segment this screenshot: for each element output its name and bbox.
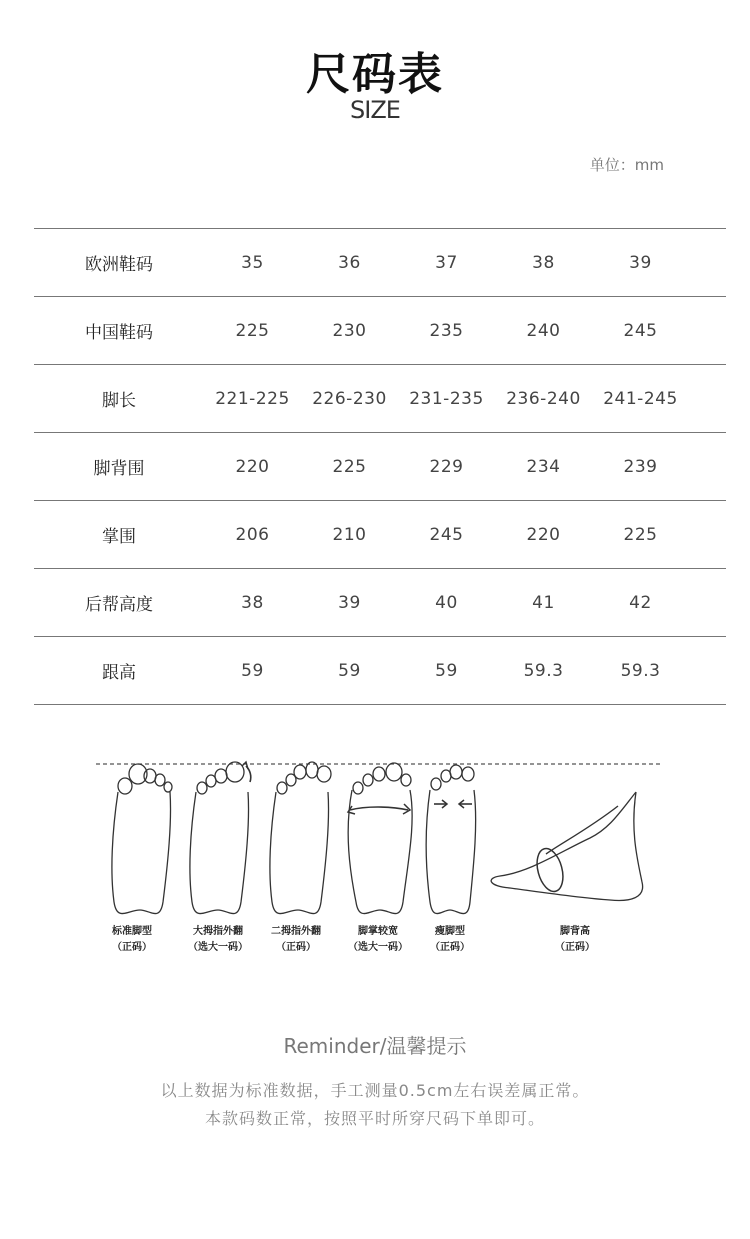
table-row	[34, 229, 726, 297]
row-label: 掌围	[102, 527, 136, 547]
table-cell: 220	[526, 524, 561, 545]
wide-foot-icon	[348, 763, 412, 914]
foot-type-name: 二拇指外翻	[271, 926, 321, 937]
page-subtitle: SIZE	[350, 96, 400, 124]
table-cell: 210	[332, 524, 367, 545]
row-label: 后帮高度	[85, 595, 153, 615]
table-cell: 59	[241, 660, 264, 681]
table-row	[34, 501, 726, 569]
row-label: 跟高	[102, 663, 136, 683]
table-cell: 42	[629, 592, 652, 613]
narrow-foot-icon	[426, 765, 475, 914]
table-cell: 225	[623, 524, 658, 545]
table-cell: 225	[332, 456, 367, 477]
table-row	[34, 569, 726, 637]
foot-type-label	[338, 924, 418, 956]
table-cell: 235	[429, 320, 464, 341]
row-label: 脚长	[102, 391, 136, 411]
table-cell: 245	[623, 320, 658, 341]
foot-type-name: 瘦脚型	[435, 926, 465, 937]
foot-type-name: 大拇指外翻	[193, 926, 243, 937]
foot-type-label	[535, 924, 615, 956]
foot-type-advice: （选大一码）	[348, 942, 408, 953]
foot-type-advice: （正码）	[430, 942, 470, 953]
table-cell: 41	[532, 592, 555, 613]
table-cell: 59.3	[523, 660, 564, 681]
table-cell: 220	[235, 456, 270, 477]
foot-type-label	[178, 924, 258, 956]
page-title: 尺码表	[306, 49, 444, 100]
table-cell: 59.3	[620, 660, 661, 681]
table-cell: 231-235	[409, 388, 484, 409]
table-cell: 38	[532, 252, 555, 273]
table-cell: 40	[435, 592, 458, 613]
table-cell: 38	[241, 592, 264, 613]
foot-type-label	[410, 924, 490, 956]
table-cell: 206	[235, 524, 270, 545]
reminder-line: 本款码数正常，按照平时所穿尺码下单即可。	[204, 1109, 545, 1128]
table-row	[34, 637, 726, 705]
bunion-foot-icon	[190, 762, 251, 914]
foot-type-advice: （正码）	[555, 942, 595, 953]
table-cell: 226-230	[312, 388, 387, 409]
table-cell: 225	[235, 320, 270, 341]
table-cell: 245	[429, 524, 464, 545]
table-cell: 37	[435, 252, 458, 273]
table-row	[34, 297, 726, 365]
reminder-title: Reminder/温馨提示	[283, 1034, 467, 1058]
table-cell: 239	[623, 456, 658, 477]
table-cell: 236-240	[506, 388, 581, 409]
table-cell: 230	[332, 320, 367, 341]
foot-type-label	[92, 924, 172, 956]
table-cell: 229	[429, 456, 464, 477]
table-cell: 39	[629, 252, 652, 273]
row-label: 脚背围	[93, 459, 145, 479]
table-cell: 35	[241, 252, 264, 273]
high-instep-foot-icon	[491, 792, 642, 900]
table-row	[34, 365, 726, 433]
foot-type-advice: （选大一码）	[188, 942, 248, 953]
table-cell: 36	[338, 252, 361, 273]
foot-type-name: 脚背高	[560, 926, 590, 937]
table-cell: 59	[435, 660, 458, 681]
unit-label: 单位：mm	[589, 156, 664, 174]
foot-type-advice: （正码）	[276, 942, 316, 953]
standard-foot-icon	[112, 764, 172, 914]
row-label: 欧洲鞋码	[85, 255, 153, 275]
foot-type-name: 标准脚型	[112, 926, 152, 937]
row-label: 中国鞋码	[85, 323, 153, 343]
reminder-line: 以上数据为标准数据，手工测量0.5cm左右误差属正常。	[160, 1081, 590, 1100]
table-cell: 240	[526, 320, 561, 341]
second-toe-foot-icon	[270, 762, 331, 914]
table-cell: 59	[338, 660, 361, 681]
foot-type-label	[256, 924, 336, 956]
foot-type-advice: （正码）	[112, 942, 152, 953]
table-cell: 241-245	[603, 388, 678, 409]
table-row	[34, 433, 726, 501]
table-cell: 234	[526, 456, 561, 477]
foot-type-name: 脚掌较宽	[358, 926, 398, 937]
table-cell: 39	[338, 592, 361, 613]
table-cell: 221-225	[215, 388, 290, 409]
size-table	[34, 228, 726, 705]
